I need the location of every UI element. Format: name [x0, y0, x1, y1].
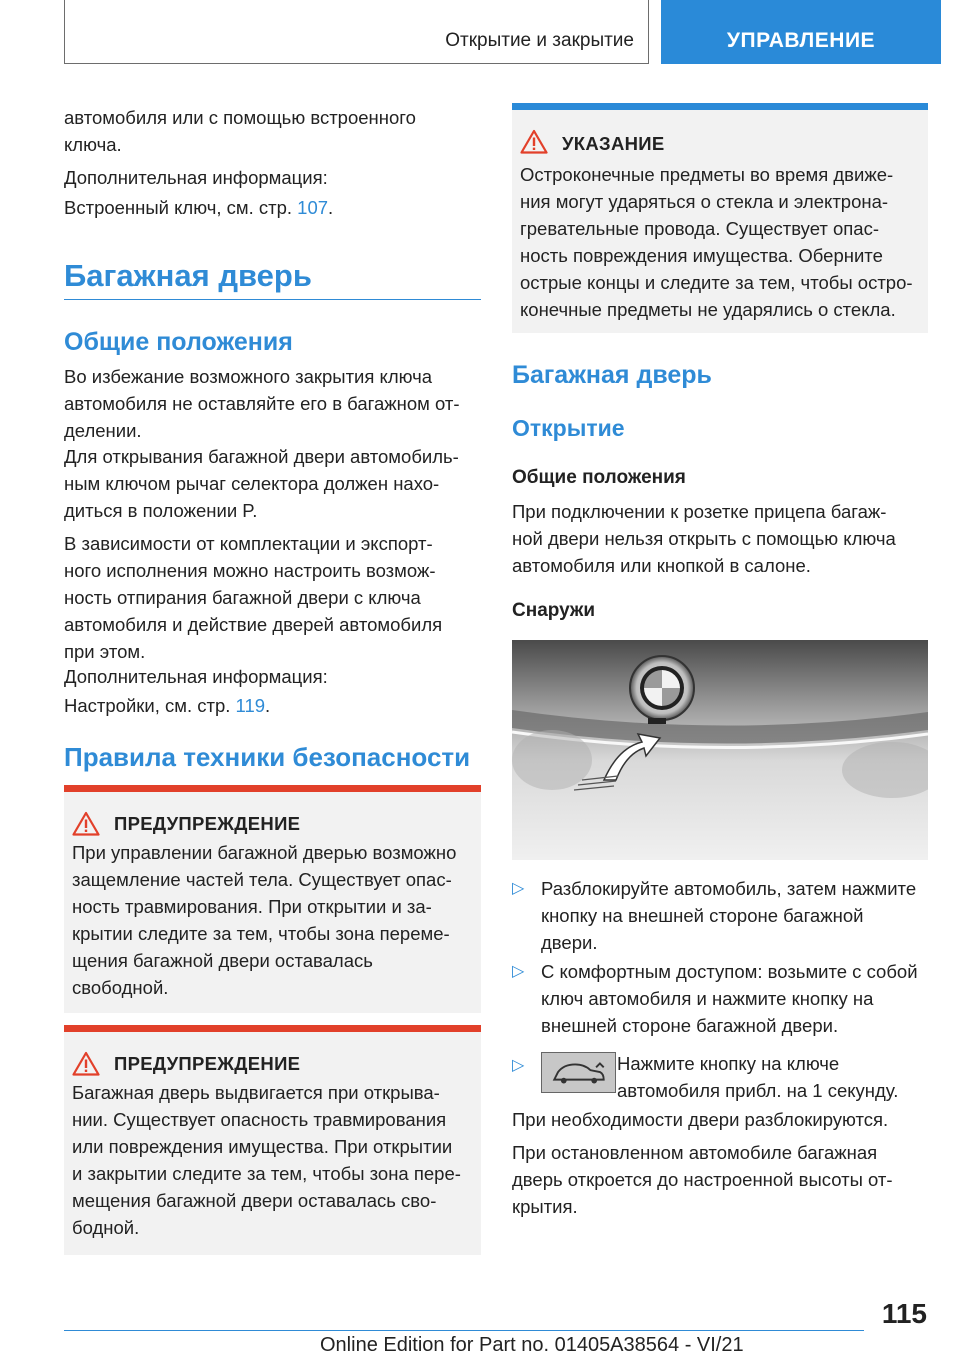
warning-title: ПРЕДУПРЕЖДЕНИЕ — [114, 813, 301, 834]
intro-paragraph — [64, 104, 481, 158]
text-line: В зависимости от комплектации и экспорт- — [64, 533, 433, 554]
text-line: ния могут ударяться о стекла и электрона- — [520, 191, 889, 212]
text-line: при этом. — [64, 641, 146, 662]
text-line: двери. — [541, 932, 598, 953]
text-line: автомобиля прибл. на 1 секунду. — [617, 1080, 899, 1101]
text-line: С комфортным доступом: возьмите с собой — [541, 961, 918, 982]
warning-box — [64, 785, 481, 1013]
minor-heading: Снаружи — [512, 600, 596, 621]
note-box — [512, 103, 928, 333]
text-line: ного исполнения можно настроить возмож- — [64, 560, 436, 581]
paragraph — [512, 1139, 928, 1220]
text-line: конечные предметы не ударялись о стекла. — [520, 299, 896, 320]
section-heading: Багажная дверь — [512, 361, 712, 389]
paragraph: При необходимости двери разблокируются. — [512, 1109, 889, 1130]
paragraph — [64, 443, 481, 524]
edition-note: Online Edition for Part no. 01405A38564 - VI/21 — [320, 1334, 744, 1356]
cross-reference — [64, 692, 481, 719]
warning-box — [64, 1025, 481, 1255]
text-line: дверь откроется до настроенной высоты от- — [512, 1169, 893, 1190]
paragraph — [64, 530, 481, 665]
text-line: ной двери нельзя открыть с помощью ключа — [512, 528, 896, 549]
ref-text: . — [265, 695, 271, 716]
page-link[interactable]: 107 — [297, 197, 329, 218]
text-line: мещения багажной двери оставалась сво- — [72, 1190, 437, 1211]
footer-rule — [64, 1330, 864, 1331]
text-line: диться в положении P. — [64, 500, 258, 521]
text-line: Багажная дверь выдвигается при открыва- — [72, 1082, 440, 1103]
text-line: нии. Существует опасность травмирования — [72, 1109, 447, 1130]
warning-triangle-icon — [72, 811, 100, 836]
page-number: 115 — [881, 1298, 927, 1329]
car-trunk-key-icon — [541, 1052, 616, 1093]
running-header-chapter: УПРАВЛЕНИЕ — [661, 0, 941, 64]
ref-text: Настройки, см. стр. — [64, 695, 236, 716]
text-line: автомобиля не оставляйте его в багажном от- — [64, 393, 460, 414]
text-line: автомобиля и действие дверей автомобиля — [64, 614, 443, 635]
warning-title: ПРЕДУПРЕЖДЕНИЕ — [114, 1053, 301, 1074]
text-line: Остроконечные предметы во время движе- — [520, 164, 894, 185]
tailgate-button-photo — [512, 640, 928, 860]
text-line: гревательные провода. Существует опас- — [520, 218, 879, 239]
info-label: Дополнительная информация: — [64, 666, 328, 687]
text-line: Во избежание возможного закрытия ключа — [64, 366, 433, 387]
info-label: Дополнительная информация: — [64, 167, 328, 188]
text-line: внешней стороне багажной двери. — [541, 1015, 839, 1036]
text-line: крытия. — [512, 1196, 578, 1217]
triangle-right-icon: ▷ — [512, 880, 525, 897]
ref-text: Встроенный ключ, см. стр. — [64, 197, 298, 218]
page-link[interactable]: 119 — [235, 695, 266, 716]
text-line: автомобиля или кнопкой в салоне. — [512, 555, 811, 576]
minor-heading: Общие положения — [512, 467, 686, 488]
text-line: защемление частей тела. Существует опас- — [72, 869, 452, 890]
triangle-right-icon: ▷ — [512, 1057, 525, 1074]
text-line: ключа. — [64, 134, 122, 155]
note-title: УКАЗАНИЕ — [562, 133, 665, 154]
text-line: Нажмите кнопку на ключе — [617, 1053, 840, 1074]
text-line: свободной. — [72, 977, 169, 998]
text-line: щения багажной двери оставалась — [72, 950, 373, 971]
text-line: Для открывания багажной двери автомобиль- — [64, 446, 459, 467]
warning-bar — [64, 1025, 481, 1032]
text-line: ность отпирания багажной двери с ключа — [64, 587, 421, 608]
text-line: При подключении к розетке прицепа багаж- — [512, 501, 887, 522]
text-line: При управлении багажной дверью возможно — [72, 842, 457, 863]
text-line: автомобиля или с помощью встроенного — [64, 107, 416, 128]
text-line: кнопку на внешней стороне багажной — [541, 905, 864, 926]
warning-bar — [64, 785, 481, 792]
text-line: ным ключом рычаг селектора должен нахо- — [64, 473, 440, 494]
paragraph — [512, 498, 928, 579]
paragraph — [64, 363, 481, 444]
subsection-heading: Правила техники безопасности — [64, 742, 471, 772]
text-line: Разблокируйте автомобиль, затем нажмите — [541, 878, 917, 899]
text-line: и закрытии следите за тем, чтобы зона пере- — [72, 1163, 461, 1184]
section-heading: Багажная дверь — [64, 258, 312, 293]
warning-triangle-icon — [72, 1051, 100, 1076]
ref-text: . — [328, 197, 334, 218]
note-bar — [512, 103, 928, 110]
heading-rule — [64, 299, 481, 300]
text-line: ность травмирования. При открытии и за- — [72, 896, 432, 917]
text-line: или повреждения имущества. При открытии — [72, 1136, 453, 1157]
text-line: При остановленном автомобиле багажная — [512, 1142, 878, 1163]
warning-triangle-icon — [520, 129, 548, 154]
text-line: ность повреждения имущества. Оберните — [520, 245, 883, 266]
text-line: бодной. — [72, 1217, 140, 1238]
subsection-heading: Общие положения — [64, 328, 293, 356]
text-line: острые концы и следите за тем, чтобы остро- — [520, 272, 913, 293]
running-header-section: Открытие и закрытие — [64, 0, 649, 64]
text-line: крытии следите за тем, чтобы зона переме- — [72, 923, 450, 944]
cross-reference — [64, 194, 481, 221]
text-line: ключ автомобиля и нажмите кнопку на — [541, 988, 874, 1009]
triangle-right-icon: ▷ — [512, 963, 525, 980]
subsection-heading: Открытие — [512, 415, 625, 441]
text-line: делении. — [64, 420, 142, 441]
list-item-text — [617, 1050, 928, 1104]
